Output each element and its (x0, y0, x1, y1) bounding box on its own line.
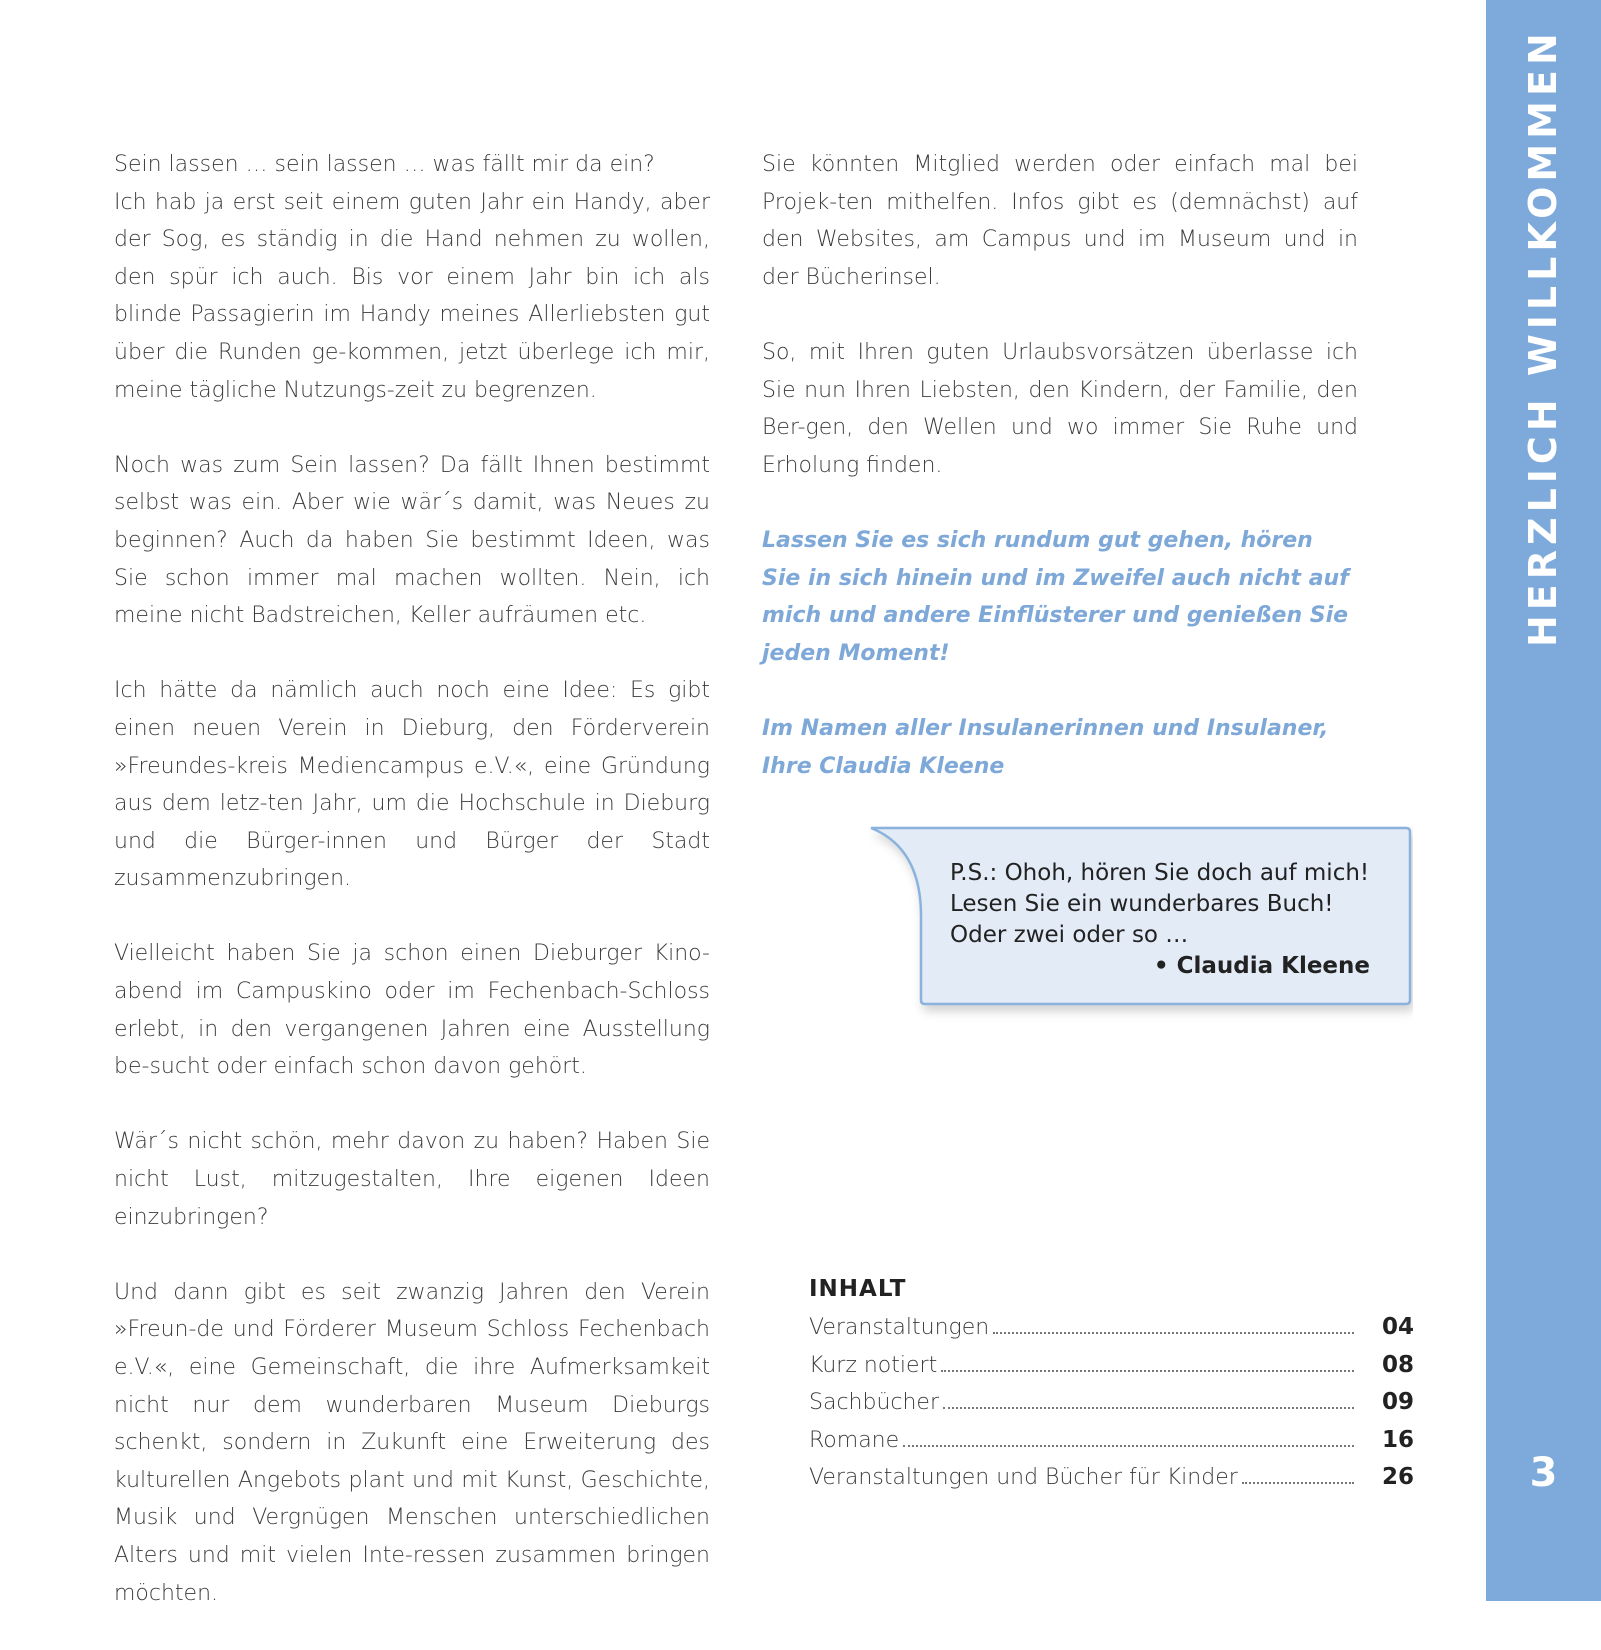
toc-leader-dots (941, 1356, 1354, 1372)
page-number: 3 (1529, 1450, 1558, 1496)
ps-line-2: Lesen Sie ein wunderbares Buch! (950, 891, 1334, 917)
toc-page-number: 26 (1381, 1464, 1414, 1490)
toc-leader-dots (903, 1431, 1354, 1447)
paragraph-urlaub: So, mit Ihren guten Urlaubsvorsätzen überlasse ich Sie nun Ihren Liebsten, den Kindern, der Familie, den Ber-gen, den Wellen und wo immer Sie Ruhe und Erholung finden. (762, 339, 1358, 478)
section-title: HERZLICH WILLKOMMEN (1521, 28, 1565, 647)
paragraph-verein-mediencampus: Ich hätte da nämlich auch noch eine Idee: Es gibt einen neuen Verein in Dieburg, den Förderverein »Freundes-kreis Mediencampus e.V.«, eine Gründung aus dem letz-ten Jahr, um die Hochschule in Dieburg und die Bürger-innen und Bürger der Stadt zusammenzubringen. (114, 678, 710, 892)
toc-row[interactable] (809, 1464, 1414, 1502)
ps-text (950, 858, 1370, 982)
ps-line-1: P.S.: Ohoh, hören Sie doch auf mich! (950, 860, 1370, 886)
right-text-column (762, 146, 1358, 785)
toc-page-number: 16 (1381, 1426, 1414, 1453)
left-text-column (114, 146, 710, 1650)
ps-signature: • Claudia Kleene (1153, 953, 1370, 979)
toc-label: Kurz notiert (809, 1352, 938, 1378)
paragraph-mitgestalten: Wär´s nicht schön, mehr davon zu haben? Haben Sie nicht Lust, mitzugestalten, Ihre eigenen Ideen einzubringen? (114, 1129, 710, 1230)
paragraph-mitglied: Sie könnten Mitglied werden oder einfach mal bei Projek-ten mithelfen. Infos gibt es (demnächst) auf den Websites, am Campus und im Museum und in der Bücherinsel. (762, 152, 1358, 290)
toc-page-number: 09 (1381, 1389, 1414, 1415)
paragraph-kinoabend: Vielleicht haben Sie ja schon einen Dieburger Kino-abend im Campuskino oder im Fechenbach-Schloss erlebt, in den vergangenen Jahren eine Ausstellung be-sucht oder einfach schon davon gehört. (114, 941, 710, 1080)
toc-title: INHALT (809, 1276, 907, 1302)
toc-row[interactable] (809, 1389, 1414, 1427)
paragraph-handy: Ich hab ja erst seit einem guten Jahr ein Handy, aber der Sog, es ständig in die Hand nehmen zu wollen, den spür ich auch. Bis vor einem Jahr bin ich als blinde Passagierin im Handy meines Allerliebsten gut über die Runden ge-kommen, jetzt überlege ich mir, meine tägliche Nutzungs-zeit zu begrenzen. (114, 189, 710, 403)
ps-line-3: Oder zwei oder so … (950, 922, 1189, 948)
toc-leader-dots (993, 1318, 1354, 1334)
toc-leader-dots (943, 1393, 1354, 1409)
toc-row[interactable] (809, 1352, 1414, 1390)
toc-label: Romane (809, 1427, 900, 1453)
table-of-contents (809, 1276, 1414, 1502)
toc-label: Veranstaltungen und Bücher für Kinder (809, 1465, 1238, 1490)
paragraph-sein-lassen: Noch was zum Sein lassen? Da fällt Ihnen bestimmt selbst was ein. Aber wie wär´s damit, was Neues zu beginnen? Auch da haben Sie bestimmt Ideen, was Sie schon immer mal machen wollten. Nein, ich meine nicht Badstreichen, Keller aufräumen etc. (114, 452, 710, 629)
paragraph-museum-verein: Und dann gibt es seit zwanzig Jahren den Verein »Freun-de und Förderer Museum Schloss Fechenbach e.V.«, eine Gemeinschaft, die ihre Aufmerksamkeit nicht nur dem wunderbaren Museum Dieburgs schenkt, sondern in Zukunft eine Erweiterung des kulturellen Angebots plant und mit Kunst, Geschichte, Musik und Vergnügen Menschen unterschiedlichen Alters und mit vielen Inte-ressen zusammen bringen möchten. (114, 1279, 710, 1606)
closing-signature: Ihre Claudia Kleene (762, 753, 1005, 779)
accent-paragraph: Lassen Sie es sich rundum gut gehen, hören Sie in sich hinein und im Zweifel auch nicht auf mich und andere Einflüsterer und genießen Sie jeden Moment! (762, 527, 1349, 666)
toc-leader-dots (1242, 1468, 1354, 1484)
paragraph-intro-line: Sein lassen … sein lassen … was fällt mir da ein? (114, 152, 655, 177)
toc-label: Sachbücher (809, 1390, 940, 1415)
toc-page-number: 04 (1381, 1314, 1414, 1340)
toc-page-number: 08 (1381, 1351, 1414, 1378)
toc-label: Veranstaltungen (809, 1315, 990, 1340)
toc-row[interactable] (809, 1314, 1414, 1352)
toc-row[interactable] (809, 1427, 1414, 1465)
closing-line: Im Namen aller Insulanerinnen und Insulaner, (762, 715, 1329, 741)
